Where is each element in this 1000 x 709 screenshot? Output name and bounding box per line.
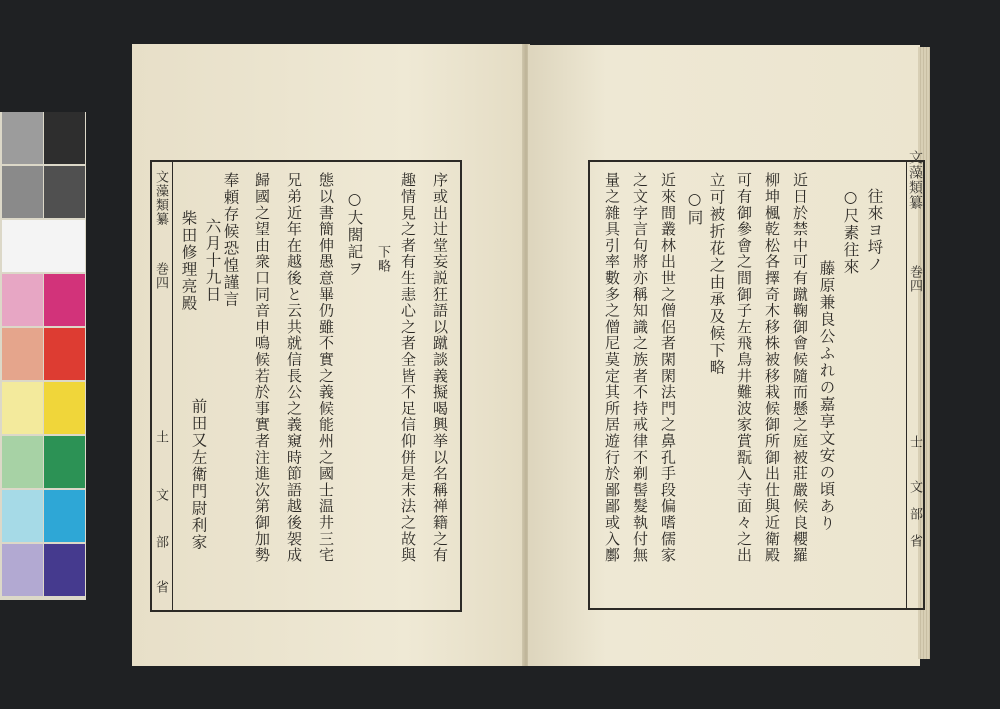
swatch-black xyxy=(44,112,85,164)
swatch-red xyxy=(44,328,85,380)
swatch-pink-light xyxy=(2,274,43,326)
right-col-7: 立可被折花之由承及候下略 xyxy=(707,172,726,376)
swatch-violet-light xyxy=(2,544,43,596)
left-margin-publisher: 文 xyxy=(153,488,168,502)
right-margin-volume: 巻四 xyxy=(907,265,922,293)
right-col-9: 近來間叢林出世之僧侶者閑閑法門之鼻孔手段偏嗜儒家 xyxy=(659,172,677,564)
swatch-gray-light xyxy=(2,112,43,164)
left-margin-title: 文藻類纂 xyxy=(153,170,168,226)
right-col-6: 可有御參會之間御子左飛鳥井難波家賞翫入寺面々之出 xyxy=(735,172,753,564)
swatch-cyan-light xyxy=(2,490,43,542)
right-col-heading: 往來ヨ埒ノ xyxy=(865,188,884,273)
swatch-gray-mid xyxy=(2,166,43,218)
swatch-magenta xyxy=(44,274,85,326)
left-col-2: 趣情見之者有生恚心之者全皆不足信仰併是末法之故與 xyxy=(399,172,417,564)
swatch-white xyxy=(2,220,85,272)
swatch-salmon xyxy=(2,328,43,380)
swatch-green-light xyxy=(2,436,43,488)
left-col-4: 態以書簡伸愚意畢仍雖不實之義候能州之國士温井三宅 xyxy=(317,172,335,564)
right-col-title: ○尺素往來 xyxy=(841,188,860,276)
left-col-recipient: 柴田修理亮殿 xyxy=(179,210,198,312)
left-col-1: 序或出辻堂妄説狂語以蹴談義擬喝興挙以名稱禅籍之有 xyxy=(431,172,449,564)
swatch-yellow xyxy=(44,382,85,434)
right-margin-title: 文藻類纂 xyxy=(907,150,923,210)
color-calibration-strip xyxy=(0,112,86,600)
swatch-cyan xyxy=(44,490,85,542)
left-col-date: 六月十九日 xyxy=(203,218,222,303)
swatch-gray-dark xyxy=(44,166,85,218)
left-margin-rule xyxy=(172,162,173,610)
left-col-6: 歸國之望由衆口同音申鳴候若於事實者注進次第御加勢 xyxy=(253,172,271,564)
left-col-omitted: 下略 xyxy=(375,245,390,273)
right-col-5: 柳坤楓乾松各擇奇木移株被移栽候御所御出仕與近衛殿 xyxy=(763,172,781,564)
left-margin-folio: 土 xyxy=(153,430,168,444)
swatch-indigo xyxy=(44,544,85,596)
swatch-yellow-light xyxy=(2,382,43,434)
right-col-10: 之文字言句將亦稱知識之族者不持戒律不剃髻髮執付無 xyxy=(631,172,649,564)
left-margin-publisher-2: 部 xyxy=(153,535,168,549)
right-col-11: 量之雜具引率數多之僧尼莫定其所居遊行於鄙鄙或入鄽 xyxy=(603,172,621,564)
right-col-4: 近日於禁中可有蹴鞠御會候隨而懸之庭被莊嚴候良櫻羅 xyxy=(791,172,809,564)
left-margin-publisher-3: 省 xyxy=(153,580,168,594)
right-margin-publisher: 文部省 xyxy=(907,480,922,561)
left-margin-volume: 巻四 xyxy=(153,262,168,290)
left-col-7: 奉頼存候恐惶謹言 xyxy=(221,172,240,308)
right-margin-folio: 士 xyxy=(907,435,922,449)
left-col-5: 兄弟近年在越後と云共就信長公之義窺時節語越後袈成 xyxy=(285,172,303,564)
swatch-green xyxy=(44,436,85,488)
right-col-note: 藤原兼良公ふれの嘉享文安の頃あり xyxy=(817,260,836,532)
left-col-sender: 前田又左衛門尉利家 xyxy=(189,398,208,551)
left-col-heading: ○大閤記ヲ xyxy=(345,190,364,278)
right-col-section-same: ○同 xyxy=(685,190,704,227)
